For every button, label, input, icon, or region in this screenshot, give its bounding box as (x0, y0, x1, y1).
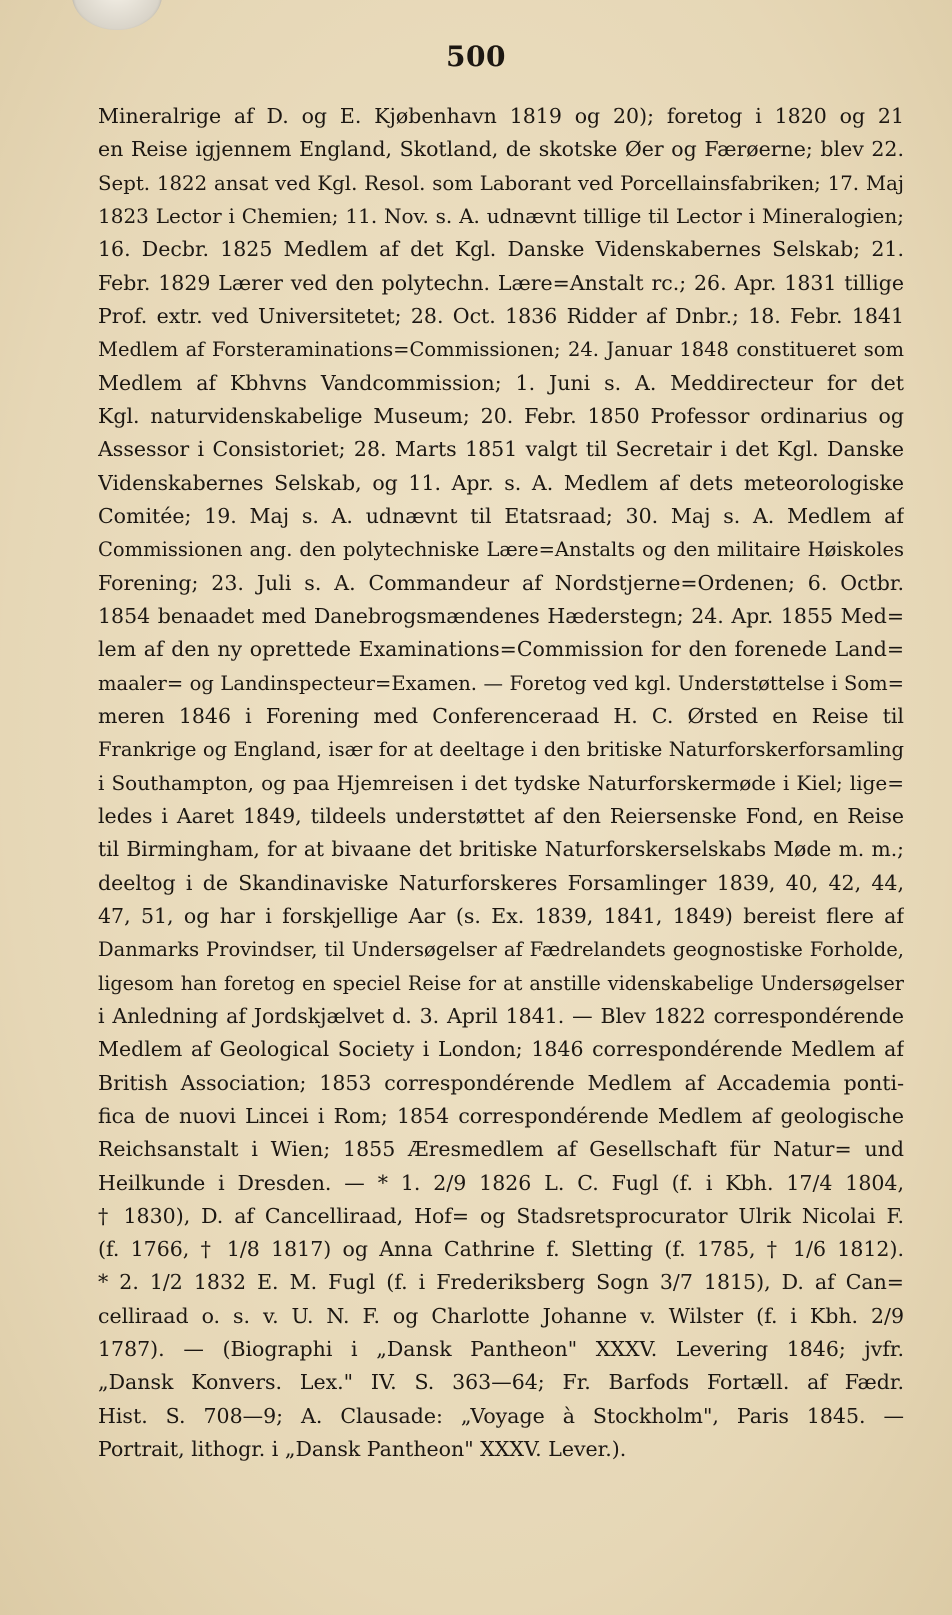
text-line: Febr. 1829 Lærer ved den polytechn. Lære=Anstalt rc.; 26. Apr. 1831 tillige (98, 270, 904, 295)
text-line: Medlem af Kbhvns Vandcommission; 1. Juni s. A. Meddirecteur for det (98, 370, 904, 395)
text-line: British Association; 1853 correspondérende Medlem af Accademia ponti- (98, 1070, 904, 1095)
body-text (98, 100, 904, 1466)
text-line: Videnskabernes Selskab, og 11. Apr. s. A. Medlem af dets meteorologiske (98, 470, 904, 495)
text-line: 1823 Lector i Chemien; 11. Nov. s. A. udnævnt tillige til Lector i Mineralogien; (98, 203, 904, 228)
text-line: Commissionen ang. den polytechniske Lære=Anstalts og den militaire Høiskoles (98, 538, 904, 562)
text-line: celliraad o. s. v. U. N. F. og Charlotte Johanne v. Wilster (f. i Kbh. 2/9 (98, 1303, 904, 1328)
text-line: Assessor i Consistoriet; 28. Marts 1851 valgt til Secretair i det Kgl. Danske (98, 437, 904, 462)
text-line: maaler= og Landinspecteur=Examen. — Foretog ved kgl. Understøttelse i Som= (98, 671, 904, 695)
text-line: Hist. S. 708—9; A. Clausade: „Voyage à Stockholm", Paris 1845. — (98, 1403, 904, 1428)
text-line: i Anledning af Jordskjælvet d. 3. April 1841. — Blev 1822 correspondérende (98, 1003, 904, 1028)
text-line: 1854 benaadet med Danebrogsmændenes Hæderstegn; 24. Apr. 1855 Med= (98, 603, 904, 628)
text-line: fica de nuovi Lincei i Rom; 1854 correspondérende Medlem af geologische (98, 1103, 904, 1128)
text-line: Frankrige og England, især for at deeltage i den britiske Naturforskerforsamling (98, 738, 904, 762)
text-line: Medlem af Geological Society i London; 1846 correspondérende Medlem af (98, 1037, 904, 1062)
text-line: * 2. 1/2 1832 E. M. Fugl (f. i Frederiksberg Sogn 3/7 1815), D. af Can= (98, 1270, 904, 1295)
text-line: Danmarks Provindser, til Undersøgelser af Fædrelandets geognostiske Forholde, (98, 938, 904, 962)
text-line: ligesom han foretog en speciel Reise for at anstille videnskabelige Undersøgelser (98, 971, 904, 995)
page-number: 500 (446, 40, 506, 73)
text-line: Sept. 1822 ansat ved Kgl. Resol. som Laborant ved Porcellainsfabriken; 17. Maj (98, 171, 904, 195)
paper-hole (72, 0, 162, 30)
text-line: (f. 1766, † 1/8 1817) og Anna Cathrine f. Sletting (f. 1785, † 1/6 1812). (98, 1237, 904, 1262)
text-line: Heilkunde i Dresden. — * 1. 2/9 1826 L. C. Fugl (f. i Kbh. 17/4 1804, (98, 1170, 904, 1195)
text-line: ledes i Aaret 1849, tildeels understøttet af den Reiersenske Fond, en Reise (98, 803, 904, 828)
text-line: Mineralrige af D. og E. Kjøbenhavn 1819 og 20); foretog i 1820 og 21 (98, 104, 904, 128)
text-line: Kgl. naturvidenskabelige Museum; 20. Febr. 1850 Professor ordinarius og (98, 403, 904, 428)
text-line: til Birmingham, for at bivaane det britiske Naturforskerselskabs Møde m. m.; (98, 837, 904, 862)
text-line: lem af den ny oprettede Examinations=Commission for den forenede Land= (98, 637, 904, 662)
text-line: Prof. extr. ved Universitetet; 28. Oct. 1836 Ridder af Dnbr.; 18. Febr. 1841 (98, 303, 904, 328)
text-line: 16. Decbr. 1825 Medlem af det Kgl. Danske Videnskabernes Selskab; 21. (98, 237, 904, 262)
text-line: 1787). — (Biographi i „Dansk Pantheon" XXXV. Levering 1846; jvfr. (98, 1337, 904, 1362)
text-line: deeltog i de Skandinaviske Naturforskeres Forsamlinger 1839, 40, 42, 44, (98, 870, 904, 895)
text-line: Comitée; 19. Maj s. A. udnævnt til Etatsraad; 30. Maj s. A. Medlem af (98, 503, 904, 528)
text-line: 47, 51, og har i forskjellige Aar (s. Ex. 1839, 1841, 1849) bereist flere af (98, 903, 904, 928)
text-line: i Southampton, og paa Hjemreisen i det tydske Naturforskermøde i Kiel; lige= (98, 770, 904, 795)
text-line: Reichsanstalt i Wien; 1855 Æresmedlem af Gesellschaft für Natur= und (98, 1137, 904, 1162)
text-line: en Reise igjennem England, Skotland, de skotske Øer og Færøerne; blev 22. (98, 137, 904, 162)
text-line: Portrait, lithogr. i „Dansk Pantheon" XXXV. Lever.). (98, 1437, 627, 1462)
text-line: † 1830), D. af Cancelliraad, Hof= og Stadsretsprocurator Ulrik Nicolai F. (98, 1203, 904, 1228)
text-line: Medlem af Forsteraminations=Commissionen; 24. Januar 1848 constitueret som (98, 338, 904, 362)
text-line: „Dansk Konvers. Lex." IV. S. 363—64; Fr. Barfods Fortæll. af Fædr. (98, 1370, 904, 1395)
text-line: meren 1846 i Forening med Conferenceraad H. C. Ørsted en Reise til (98, 703, 904, 728)
text-line: Forening; 23. Juli s. A. Commandeur af Nordstjerne=Ordenen; 6. Octbr. (98, 570, 904, 595)
